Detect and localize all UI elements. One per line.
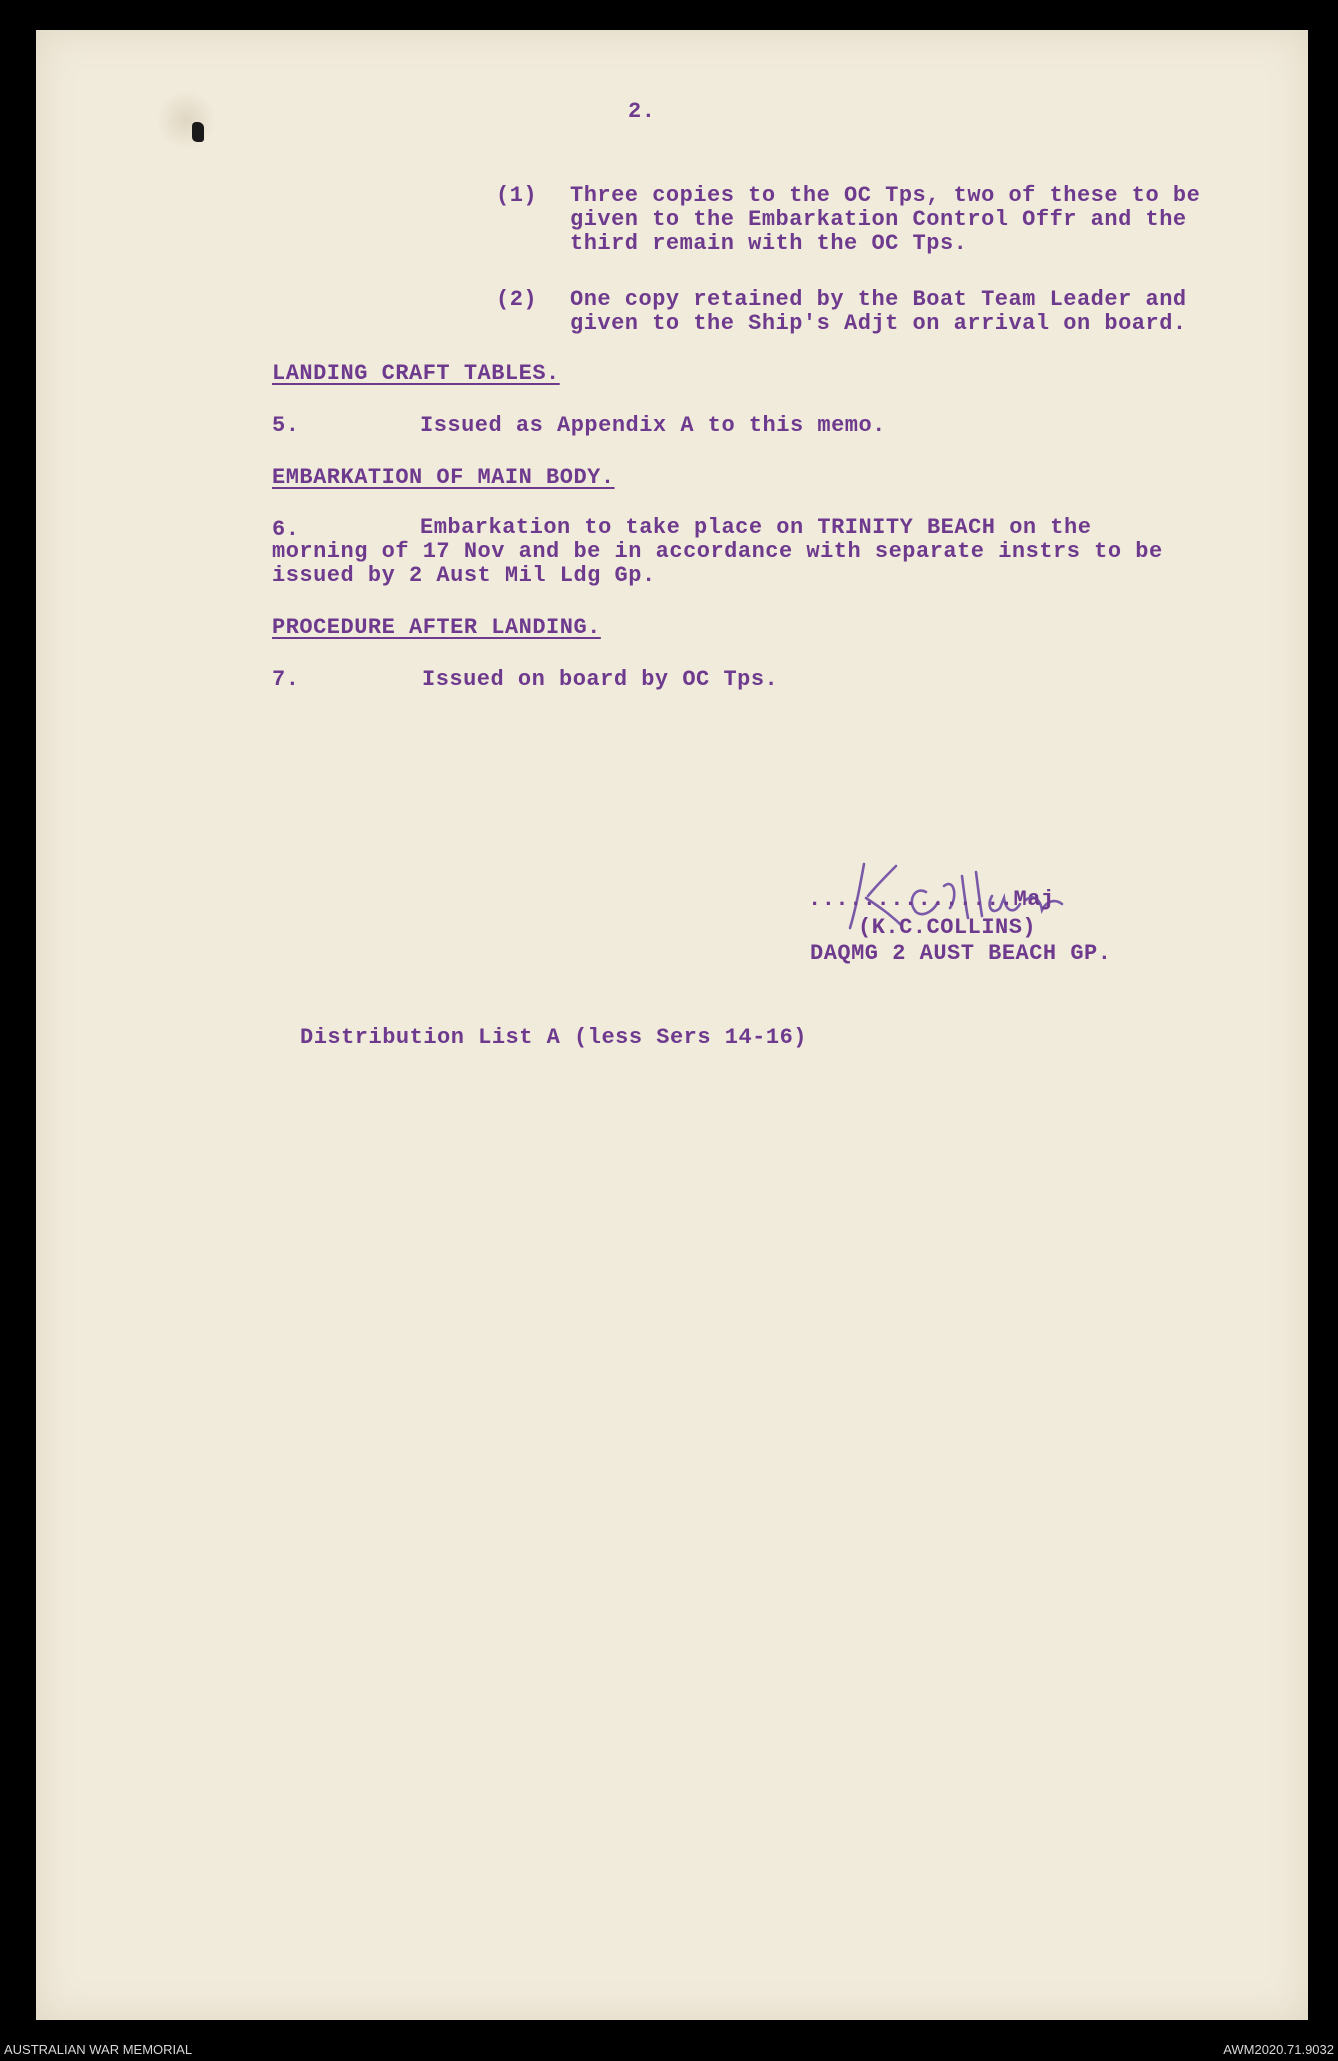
paper-stain [156,90,216,150]
item-1-line-2: given to the Embarkation Control Offr and the [570,207,1187,232]
signature-line: ...............Maj [808,887,1055,912]
item-1-number: (1) [496,183,538,208]
document-page [36,30,1308,2020]
heading-procedure-after-landing: PROCEDURE AFTER LANDING. [272,615,601,640]
archive-reference: AWM2020.71.9032 [1223,2042,1334,2057]
heading-embarkation-main-body: EMBARKATION OF MAIN BODY. [272,465,615,490]
para-7-number: 7. [272,667,300,692]
para-6-text: Embarkation to take place on TRINITY BEACH on the [420,515,1092,540]
archive-credit: AUSTRALIAN WAR MEMORIAL [4,2042,193,2057]
signatory-name: (K.C.COLLINS) [858,915,1037,940]
punch-hole [192,122,204,142]
item-2-line-1: One copy retained by the Boat Team Leader and [570,287,1187,312]
item-2-line-2: given to the Ship's Adjt on arrival on board. [570,311,1187,336]
item-1-line-3: third remain with the OC Tps. [570,231,968,256]
para-5-number: 5. [272,413,300,438]
signatory-title: DAQMG 2 AUST BEACH GP. [810,941,1112,966]
item-1-line-1: Three copies to the OC Tps, two of these to be [570,183,1201,208]
item-2-number: (2) [496,287,538,312]
para-6-number: 6. [272,517,300,542]
distribution-list: Distribution List A (less Sers 14-16) [300,1025,807,1050]
para-7-text: Issued on board by OC Tps. [422,667,779,692]
heading-landing-craft-tables: LANDING CRAFT TABLES. [272,361,560,386]
para-6-line-2: morning of 17 Nov and be in accordance with separate instrs to be [272,539,1163,564]
para-6-line-3: issued by 2 Aust Mil Ldg Gp. [272,563,656,588]
para-5-text: Issued as Appendix A to this memo. [420,413,886,438]
page-number: 2. [628,99,656,124]
